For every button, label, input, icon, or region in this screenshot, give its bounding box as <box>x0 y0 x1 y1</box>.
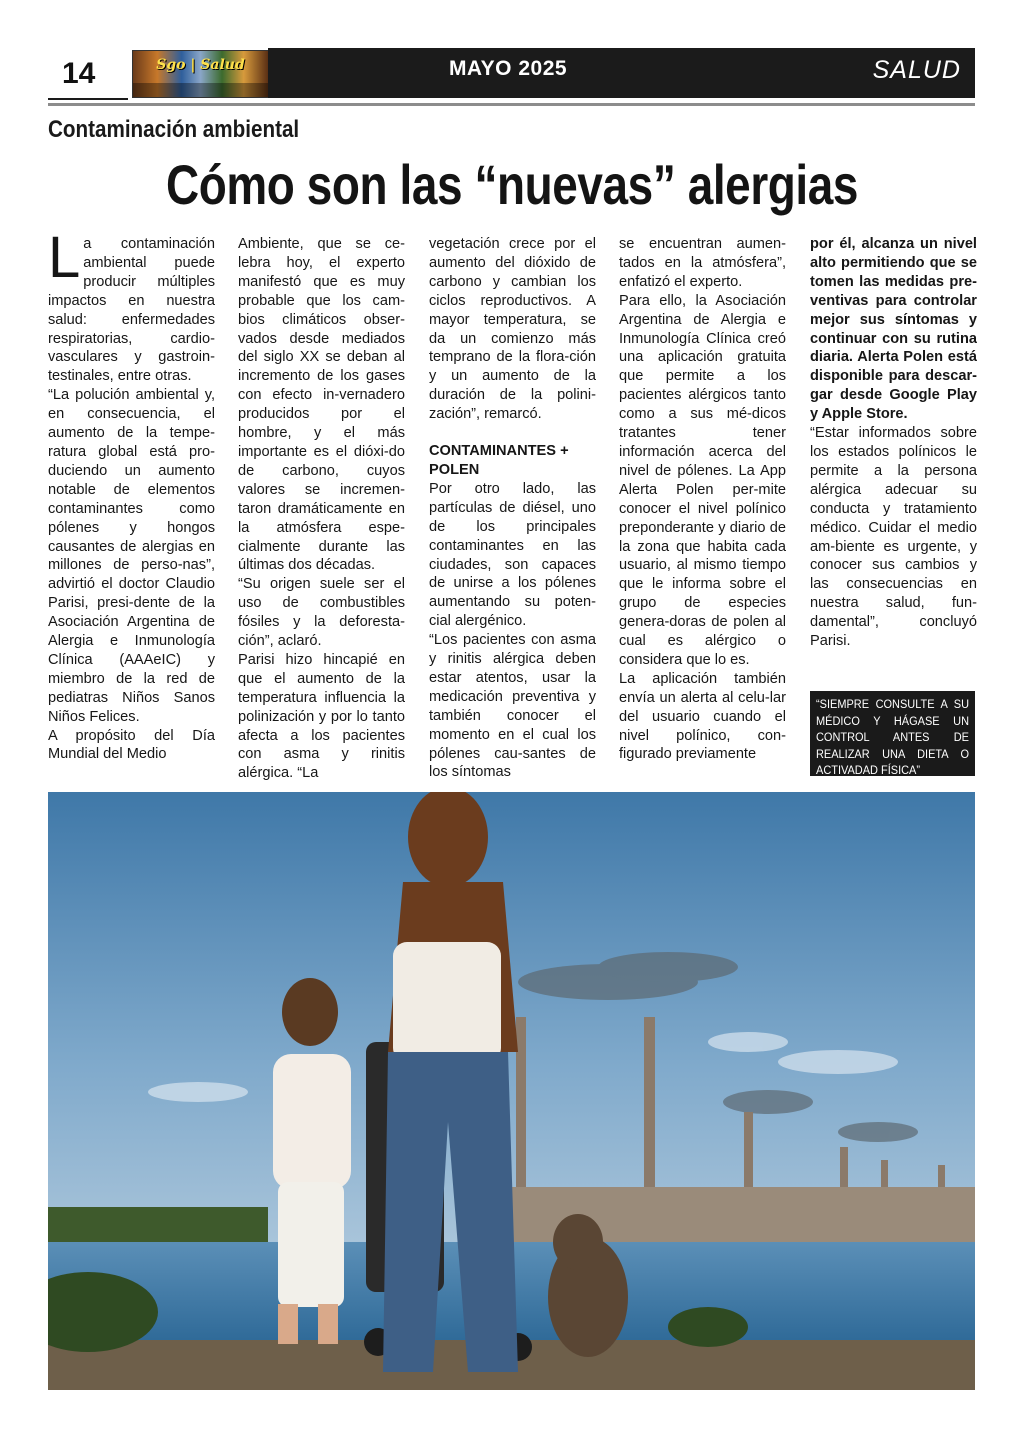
column-4 <box>619 235 786 783</box>
article-photo <box>48 792 975 1390</box>
col3-paragraph-1: vegetación crece por el aumento del dióxido de carbono y cambian los ciclos reproductivos. A mayor temperatura, se da un comienzo más temprano de la flora-ción y un aumento de la duración de la polini-zación”, remarcó. <box>429 236 596 423</box>
column-2 <box>238 235 405 783</box>
factory-building <box>478 1187 975 1242</box>
col4-paragraph-1: se encuentran aumen-tados en la atmósfera”, enfatizó el experto. <box>619 236 786 290</box>
header-rule <box>48 103 975 106</box>
col1-text-1: a contaminación ambiental puede producir múltiples impactos en nuestra salud: enfermedades respiratorias, cardio-vasculares y gastroin-testinales, entre otras. <box>48 236 215 385</box>
logo-label: Sgo | Salud <box>156 57 245 73</box>
col2-paragraph-1: Ambiente, que se ce-lebra hoy, el experto manifestó que es muy probable que los cam-bios climáticos obser-vados desde mediados del siglo XX se deban al incremento de los gases con efecto in-vernadero producidos por el hombre, y el más importante es el dióxi-do de carbono, cuyos valores se incremen-taron dramáticamente en la atmósfera espe-cialmente durante las últimas dos décadas. <box>238 236 405 574</box>
pull-quote-box <box>810 691 975 776</box>
col2-paragraph-3: Parisi hizo hincapié en que el aumento de la temperatura influencia la polinización y por lo tanto afecta a los pacientes con asma y rinitis alérgica. “La <box>238 651 405 782</box>
page-number-box <box>48 48 128 100</box>
column-1 <box>48 235 215 783</box>
article-headline: Cómo son las “nuevas” alergias <box>165 153 859 216</box>
col1-paragraph-3: A propósito del Día Mundial del Medio <box>48 727 215 763</box>
section-name: SALUD <box>872 56 961 84</box>
column-3 <box>429 235 596 783</box>
section-subhead: CONTAMINANTES + POLEN <box>429 443 569 478</box>
page-number: 14 <box>62 57 96 90</box>
issue-date: MAYO 2025 <box>448 57 568 80</box>
column-5 <box>810 235 977 675</box>
header-bar <box>268 48 975 98</box>
col2-paragraph-2: “Su origen suele ser el uso de combustibles fósiles y la deforesta-ción”, aclaró. <box>238 576 405 650</box>
col5-bold-paragraph: por él, alcanza un nivel alto permitiendo que se tomen las medidas pre-ventivas para controlar mejor sus síntomas y continuar con su rutina diaria. Alerta Polen está disponible para descar-gar desde Google Play y Apple Store. <box>810 236 977 423</box>
pull-quote-text: “SIEMPRE CONSULTE A SU MÉDICO Y HÁGASE UN CONTROL ANTES DE REALIZAR UNA DIETA O ACTIVADAD FÍSICA” <box>816 697 969 777</box>
col3-paragraph-2: Por otro lado, las partículas de diésel, uno de los principales contaminantes en las ciudades, son capaces de unirse a los pólenes aumentando su poten-cial alergénico. <box>429 480 596 630</box>
col1-paragraph-1 <box>48 235 215 386</box>
drop-cap: L <box>48 235 81 290</box>
sgo-salud-logo <box>132 50 269 98</box>
page-header <box>48 48 975 98</box>
article-kicker: Contaminación ambiental <box>48 116 300 143</box>
logo-band <box>133 83 268 97</box>
col5-paragraph-1: “Estar informados sobre los estados polínicos le permite a la persona alérgica adecuar su conducta y tratamiento médico. Cuidar el medio am-biente es urgente, y conocer sus cambios y las consecuencias en nuestra salud, fun-damental”, concluyó Parisi. <box>810 425 977 650</box>
col3-paragraph-3: “Los pacientes con asma y rinitis alérgica deben estar atentos, usar la medicación preventiva y también conocer el momento en el cual los pólenes cau-santes de los síntomas <box>429 632 596 781</box>
col4-paragraph-2: Para ello, la Asociación Argentina de Alergia e Inmunología Clínica creó una aplicación gratuita que permite a los pacientes alérgicos tanto como a sus mé-dicos tratantes tener información acerca del nivel de pólenes. La App Alerta Polen per-mite conocer el nivel polínico preponderante y diario de la zona que habita cada usuario, al mismo tiempo que le informa sobre el grupo de especies genera-doras de polen al cual es alérgico o considera que lo es. <box>619 292 786 668</box>
col4-paragraph-3: La aplicación también envía un alerta al celu-lar del usuario cuando el nivel polínico, con-figurado previamente <box>619 670 786 763</box>
col1-paragraph-2: “La polución ambiental y, en consecuencia, el aumento de la tempe-ratura global está pro-duciendo un aumento notable de elementos contaminantes como pólenes y hongos causantes de alergias en millones de perso-nas”, advirtió el doctor Claudio Parisi, presi-dente de la Asociación Argentina de Alergia e Inmunología Clínica (AAAeIC) y miembro de la red de pediatras Niños Sanos Niños Felices. <box>48 387 215 725</box>
